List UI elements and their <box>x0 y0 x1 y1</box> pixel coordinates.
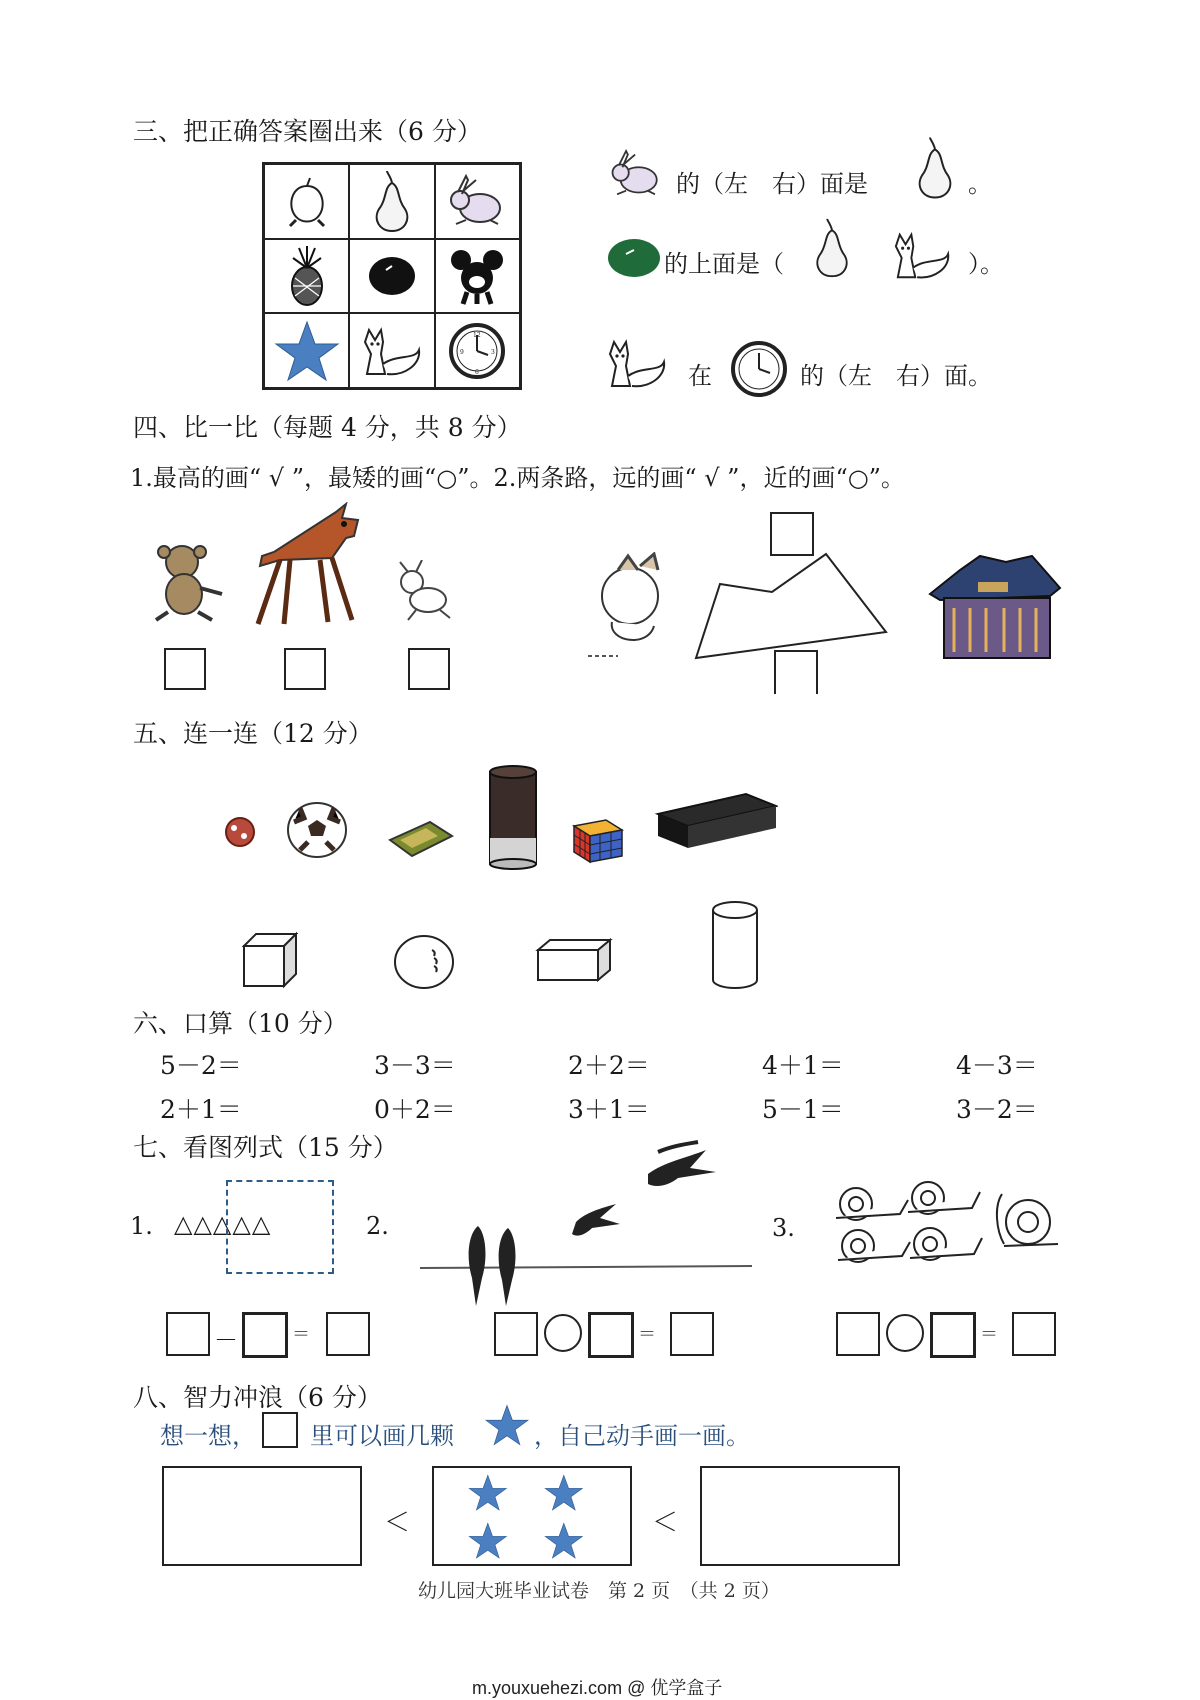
pineapple-icon <box>285 244 329 308</box>
house-icon <box>920 552 1070 660</box>
draw-box-right[interactable] <box>700 1466 900 1566</box>
eq1-equals: ＝ <box>292 1324 310 1345</box>
section-6-title: 六、口算（10 分） <box>133 1009 348 1038</box>
eq1-box-2[interactable] <box>242 1312 288 1358</box>
arith-1-5: 4－3＝ <box>956 1051 1038 1080</box>
q2-end: ）。 <box>968 250 1004 278</box>
pear-icon <box>912 134 958 202</box>
cylinder-shape-icon <box>710 900 760 990</box>
eq2-box-3[interactable] <box>670 1312 714 1356</box>
picture-grid <box>262 162 522 390</box>
cube-shape-icon <box>240 930 300 990</box>
grid-cell-peach <box>264 164 349 239</box>
fox-icon <box>606 336 668 390</box>
section-4-instructions: 1.最高的画“ √ ”，最矮的画“○”。2.两条路，远的画“ √ ”，近的画“○”。 <box>130 464 905 492</box>
problem-2-number: 2. <box>366 1212 389 1240</box>
section-4-title: 四、比一比（每题 4 分，共 8 分） <box>133 413 522 442</box>
eq2-equals: ＝ <box>638 1324 656 1345</box>
fox-icon <box>361 324 423 378</box>
section-8-title: 八、智力冲浪（6 分） <box>133 1383 382 1412</box>
eq3-box-3[interactable] <box>1012 1312 1056 1356</box>
prompt-inline-box <box>262 1412 298 1448</box>
bead-icon <box>222 816 258 848</box>
sphere-shape-icon <box>392 934 456 990</box>
can-icon <box>486 764 540 870</box>
answer-box-road-top[interactable] <box>770 512 814 556</box>
q2-text: 的上面是（ <box>664 250 784 278</box>
grid-cell-clock <box>435 313 520 388</box>
grid-cell-pineapple <box>264 239 349 314</box>
grid-cell-pear <box>349 164 434 239</box>
arith-2-1: 2＋1＝ <box>160 1095 242 1124</box>
eq3-box-1[interactable] <box>836 1312 880 1356</box>
triangles: △△△△△ <box>174 1210 272 1238</box>
green-fruit-icon <box>606 236 662 280</box>
arith-2-2: 0＋2＝ <box>374 1095 456 1124</box>
eq3-equals: ＝ <box>980 1324 998 1345</box>
section-3-title: 三、把正确答案圈出来（6 分） <box>133 117 482 146</box>
rubiks-cube-icon <box>570 812 626 864</box>
answer-box-monkey[interactable] <box>164 648 206 690</box>
rabbit-icon <box>446 174 508 229</box>
eq2-operator-circle[interactable] <box>544 1314 582 1352</box>
svg-text:3: 3 <box>491 348 496 356</box>
arith-2-3: 3＋1＝ <box>568 1095 650 1124</box>
eq1-box-1[interactable] <box>166 1312 210 1356</box>
star-icon <box>274 320 340 382</box>
dashed-selection-box <box>226 1180 334 1274</box>
arith-1-1: 5－2＝ <box>160 1051 242 1080</box>
star-icon <box>484 1404 530 1446</box>
arith-1-2: 3－3＝ <box>374 1051 456 1080</box>
dark-fruit-icon <box>366 254 418 298</box>
rabbit-icon <box>608 148 664 200</box>
mickey-icon <box>449 246 505 306</box>
arith-1-3: 2＋2＝ <box>568 1051 650 1080</box>
svg-text:12: 12 <box>473 331 481 339</box>
four-stars-group <box>434 1468 630 1564</box>
eq3-box-2[interactable] <box>930 1312 976 1358</box>
grid-cell-dark-fruit <box>349 239 434 314</box>
arith-2-4: 5－1＝ <box>762 1095 844 1124</box>
pear-icon <box>369 169 415 234</box>
answer-box-deer[interactable] <box>284 648 326 690</box>
soccer-ball-icon <box>286 800 348 860</box>
deer-icon <box>250 502 370 626</box>
svg-text:6: 6 <box>475 368 480 376</box>
dark-box-icon <box>654 790 778 852</box>
fox-icon <box>892 228 952 282</box>
q3-text-2: 的（左 右）面。 <box>800 362 992 390</box>
problem-1-number: 1. <box>130 1212 153 1240</box>
section-7-title: 七、看图列式（15 分） <box>133 1133 398 1162</box>
grid-cell-rabbit <box>435 164 520 239</box>
stars-box <box>432 1466 632 1566</box>
eq2-box-1[interactable] <box>494 1312 538 1356</box>
prompt-part-2: 里可以画几颗 <box>310 1422 454 1450</box>
eq1-minus: － <box>214 1326 238 1354</box>
section-5-title: 五、连一连（12 分） <box>133 719 373 748</box>
clock-icon <box>448 322 506 380</box>
pear-icon <box>810 214 854 282</box>
snails-figure <box>828 1170 1068 1270</box>
girl-icon <box>588 552 684 662</box>
clock-icon <box>730 340 788 398</box>
grid-cell-fox <box>349 313 434 388</box>
eraser-box-icon <box>386 818 456 860</box>
grid-cell-star <box>264 313 349 388</box>
cuboid-shape-icon <box>534 936 614 984</box>
answer-box-road-bottom[interactable] <box>774 650 818 694</box>
peach-icon <box>282 174 332 229</box>
eq2-box-2[interactable] <box>588 1312 634 1358</box>
svg-text:9: 9 <box>460 348 465 356</box>
q1-text: 的（左 右）面是 <box>676 170 868 198</box>
arith-1-4: 4＋1＝ <box>762 1051 844 1080</box>
q1-end: 。 <box>968 170 992 198</box>
eq1-box-3[interactable] <box>326 1312 370 1356</box>
draw-box-left[interactable] <box>162 1466 362 1566</box>
problem-3-number: 3. <box>772 1214 795 1242</box>
page-footer: 幼儿园大班毕业试卷 第 2 页 （共 2 页） <box>418 1580 780 1602</box>
answer-box-rabbit[interactable] <box>408 648 450 690</box>
eq3-operator-circle[interactable] <box>886 1314 924 1352</box>
monkey-icon <box>146 540 228 624</box>
prompt-part-1: 想一想， <box>160 1422 256 1450</box>
grid-cell-mickey <box>435 239 520 314</box>
arith-2-5: 3－2＝ <box>956 1095 1038 1124</box>
less-than-2: ＜ <box>652 1508 679 1538</box>
watermark: m.youxuehezi.com @ 优学盒子 <box>472 1678 723 1698</box>
birds-figure <box>416 1138 756 1308</box>
q3-text: 在 <box>688 362 712 390</box>
prompt-part-3: ，自己动手画一画。 <box>534 1422 750 1450</box>
small-rabbit-icon <box>390 560 460 624</box>
less-than-1: ＜ <box>384 1508 411 1538</box>
